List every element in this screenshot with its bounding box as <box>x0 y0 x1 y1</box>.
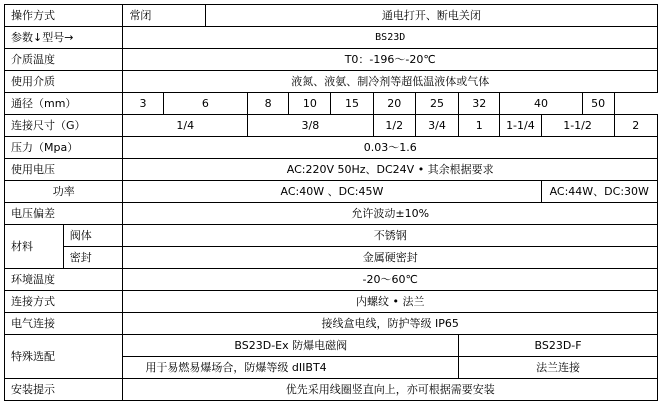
row-power <box>5 181 658 203</box>
medium-label: 使用介质 <box>5 71 123 93</box>
ambient-value: -20～60℃ <box>123 269 658 291</box>
row-material-body <box>5 225 658 247</box>
row-medium <box>5 71 658 93</box>
connection-size-cell: 1-1/4 <box>500 115 541 137</box>
connection-size-cell: 3/4 <box>415 115 458 137</box>
diameter-cell: 10 <box>289 93 331 115</box>
row-ambient <box>5 269 658 291</box>
row-connection-size <box>5 115 658 137</box>
medium-value: 液氮、液氨、制冷剂等超低温液体或气体 <box>123 71 658 93</box>
conn-method-value: 内螺纹 • 法兰 <box>123 291 658 313</box>
material-seal-label: 密封 <box>63 247 123 269</box>
material-body-label: 阀体 <box>63 225 123 247</box>
electrical-label: 电气连接 <box>5 313 123 335</box>
diameter-cell: 8 <box>248 93 289 115</box>
connection-size-cell: 1 <box>459 115 500 137</box>
connection-size-cell: 1/2 <box>373 115 415 137</box>
ambient-label: 环境温度 <box>5 269 123 291</box>
diameter-cell: 6 <box>163 93 247 115</box>
material-seal-value: 金属硬密封 <box>123 247 658 269</box>
power-label: 功率 <box>5 181 123 203</box>
row-model <box>5 27 658 49</box>
row-electrical <box>5 313 658 335</box>
pressure-label: 压力（Mpa） <box>5 137 123 159</box>
diameter-cell: 25 <box>415 93 458 115</box>
install-value: 优先采用线圈竖直向上，亦可根据需要安装 <box>123 379 658 401</box>
material-label: 材料 <box>5 225 64 269</box>
material-body-value: 不锈钢 <box>123 225 658 247</box>
connection-size-cell: 3/8 <box>248 115 374 137</box>
medium-temp-label: 介质温度 <box>5 49 123 71</box>
model-value: BS23D <box>123 27 658 49</box>
connection-size-label: 连接尺寸（G） <box>5 115 123 137</box>
special-label: 特殊选配 <box>5 335 123 379</box>
row-voltage-dev <box>5 203 658 225</box>
row-material-seal <box>5 247 658 269</box>
medium-temp-value: T0：-196～-20℃ <box>123 49 658 71</box>
diameter-label: 通径（mm） <box>5 93 123 115</box>
operation-value: 常闭 <box>123 5 205 27</box>
row-diameter <box>5 93 658 115</box>
diameter-cell: 3 <box>123 93 163 115</box>
voltage-dev-value: 允许波动±10% <box>123 203 658 225</box>
power-value-b: AC:44W、DC:30W <box>541 181 658 203</box>
row-conn-method <box>5 291 658 313</box>
pressure-value: 0.03～1.6 <box>123 137 658 159</box>
install-label: 安装提示 <box>5 379 123 401</box>
row-special-a <box>5 335 658 357</box>
power-value-a: AC:40W 、DC:45W <box>123 181 541 203</box>
connection-size-cell: 2 <box>614 115 657 137</box>
operation-desc: 通电打开、断电关闭 <box>205 5 657 27</box>
special-b-desc: 法兰连接 <box>459 357 658 379</box>
diameter-cell: 50 <box>582 93 614 115</box>
row-pressure <box>5 137 658 159</box>
voltage-value: AC:220V 50Hz、DC24V • 其余根据要求 <box>123 159 658 181</box>
special-b-title: BS23D-F <box>459 335 658 357</box>
voltage-label: 使用电压 <box>5 159 123 181</box>
diameter-cell: 32 <box>459 93 500 115</box>
diameter-cell: 40 <box>500 93 582 115</box>
diameter-cell: 20 <box>373 93 415 115</box>
voltage-dev-label: 电压偏差 <box>5 203 123 225</box>
operation-label: 操作方式 <box>5 5 123 27</box>
spec-table <box>4 4 658 401</box>
conn-method-label: 连接方式 <box>5 291 123 313</box>
special-a-title: BS23D-Ex 防爆电磁阀 <box>123 335 459 357</box>
connection-size-cell: 1/4 <box>123 115 248 137</box>
model-label: 参数↓型号→ <box>5 27 123 49</box>
electrical-value: 接线盒电线，防护等级 IP65 <box>123 313 658 335</box>
row-voltage <box>5 159 658 181</box>
connection-size-cell: 1-1/2 <box>541 115 614 137</box>
row-medium-temp <box>5 49 658 71</box>
row-install <box>5 379 658 401</box>
row-operation <box>5 5 658 27</box>
special-a-desc: 用于易燃易爆场合，防爆等级 dIIBT4 <box>123 357 459 379</box>
diameter-cell: 15 <box>331 93 373 115</box>
